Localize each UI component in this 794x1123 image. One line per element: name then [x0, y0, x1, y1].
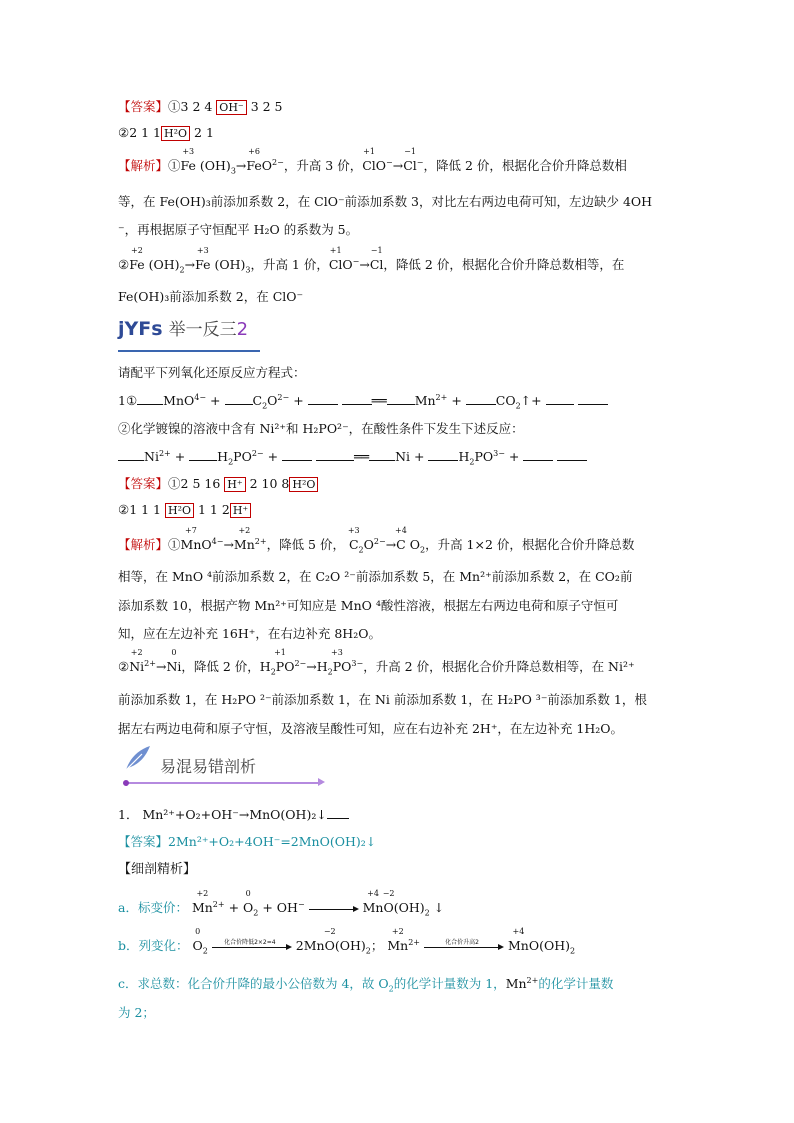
- answer-box: OH⁻: [216, 100, 246, 115]
- answer-1-line-2: ②2 1 1 H²O 2 1: [118, 125, 214, 140]
- detail-label: 【细剖精析】: [118, 862, 197, 877]
- brand-logo: jYFs: [118, 318, 163, 340]
- rule-arrow: [318, 778, 325, 786]
- question-1-equation: 1① $MnO^{4-} + C_2O^{2-}$ + ══ $Mn^{2+}$ + $CO_2↑+$: [118, 393, 608, 409]
- answer-box: H²O: [161, 126, 190, 141]
- rule-dot: [123, 780, 129, 786]
- section-title: 举一反三: [168, 320, 237, 340]
- section-heading: [118, 318, 248, 341]
- analysis-1-line-2: 等，在 Fe(OH)₃前添加系数 2，在 ClO⁻前添加系数 3，对比左右两边电荷可知，左边缺少 4OH: [118, 194, 653, 209]
- answer-label: 【答案】: [118, 99, 169, 114]
- analysis-2-line-7: 据左右两边电荷和原子守恒，及溶液呈酸性可知，应在右边补充 2H⁺，在左边补充 1H₂O。: [118, 721, 624, 736]
- answer-2-line-2: ②1 1 1 H²O 1 1 2 H⁺: [118, 502, 251, 519]
- mix-item-1: 1． Mn²⁺+O₂+OH⁻→MnO(OH)₂↓: [118, 807, 349, 823]
- analysis-2-line-1: 【解析】①Mn +7 $O^{4-}\to Mn$ +2 $^{2+}$，降低 5 价， C +3 $_2O^{2-}\to C$ +4 $O_2$，升高 1×2 价，根据化合价升降总数: [118, 526, 635, 555]
- mix-section-rule: [126, 782, 322, 784]
- analysis-1-line-5: Fe(OH)₃前添加系数 2，在 ClO⁻: [118, 289, 304, 304]
- analysis-1-line-1: 【解析】①Fe +3 $(OH)_3\to Fe$ +6 $O^{2-}$，升高 3 价，Cl +1 O−→Cl −1 −，降低 2 价，根据化合价升降总数相: [118, 147, 627, 176]
- analysis-2-line-6: 前添加系数 1，在 H₂PO ²⁻前添加系数 1，在 Ni 前添加系数 1，在 H₂PO ³⁻前添加系数 1，根: [118, 692, 647, 707]
- answer-2-line-1: 【答案】①2 5 16 H⁺ 2 10 8 H²O: [118, 476, 318, 493]
- mix-item-answer: 【答案】2Mn²⁺+O₂+4OH⁻=2MnO(OH)₂↓: [118, 834, 377, 849]
- mix-section-title: 易混易错剖析: [160, 757, 257, 776]
- analysis-2-line-4: 知，应在左边补充 16H⁺，在右边补充 8H₂O。: [118, 626, 381, 641]
- step-b: b．列变化： O 0 $_2$ 化合价降低2×2=4 2MnO −2 $(OH)_2$； Mn +2 $^{2+}$ 化合价升高2 Mn +4 $O(OH)_2$: [118, 927, 576, 956]
- answer-1-line-1: 【答案】①3 2 4 OH⁻ 3 2 5: [118, 99, 283, 114]
- section-rule: [118, 350, 260, 352]
- analysis-2-line-3: 添加系数 10，根据产物 Mn²⁺可知应是 MnO ⁴酸性溶液，根据左右两边电荷和原子守恒可: [118, 598, 619, 613]
- feather-icon: [122, 744, 154, 774]
- section-number: 2: [236, 319, 249, 340]
- step-c-line-2: 为 2；: [118, 1005, 155, 1020]
- analysis-1-line-4: ②Fe +2 $(OH)_2\to Fe$ +3 $(OH)_3$，升高 1 价，Cl +1 O−→Cl −1 ，降低 2 价，根据化合价升降总数相等，在: [118, 246, 625, 275]
- analysis-2-line-5: ②Ni +2 $^{2+}$→Ni 0 ，降低 2 价，$H_2P$ +1 $O^{2-}\to H_2P$ +3 $O^{3-}$，升高 2 价，根据化合价升降总数相等，在 Ni²⁺: [118, 648, 635, 677]
- step-c-line-1: c．求总数：化合价升降的最小公倍数为 4，故 $O_2$的化学计量数为 1，$Mn^{2+}$的化学计量数: [118, 975, 614, 994]
- step-a: a．标变价： Mn +2 $^{2+}$ + O 0 $_2$ + OH− Mn +4 O −2 $(OH)_2$ ↓: [118, 889, 445, 918]
- analysis-1-line-3: ⁻，再根据原子守恒配平 H₂O 的系数为 5。: [118, 222, 359, 237]
- question-2-equation: $Ni^{2+} + H_2PO^{2-}$ + ══ $Ni + H_2PO^{3-}$ +: [118, 449, 587, 465]
- analysis-2-line-2: 相等，在 MnO ⁴前添加系数 2，在 C₂O ²⁻前添加系数 5，在 Mn²⁺前添加系数 2，在 CO₂前: [118, 569, 633, 584]
- question-2-text: ②化学镀镍的溶液中含有 Ni²⁺和 H₂PO²⁻，在酸性条件下发生下述反应：: [118, 421, 524, 436]
- question-intro: 请配平下列氧化还原反应方程式：: [118, 365, 306, 380]
